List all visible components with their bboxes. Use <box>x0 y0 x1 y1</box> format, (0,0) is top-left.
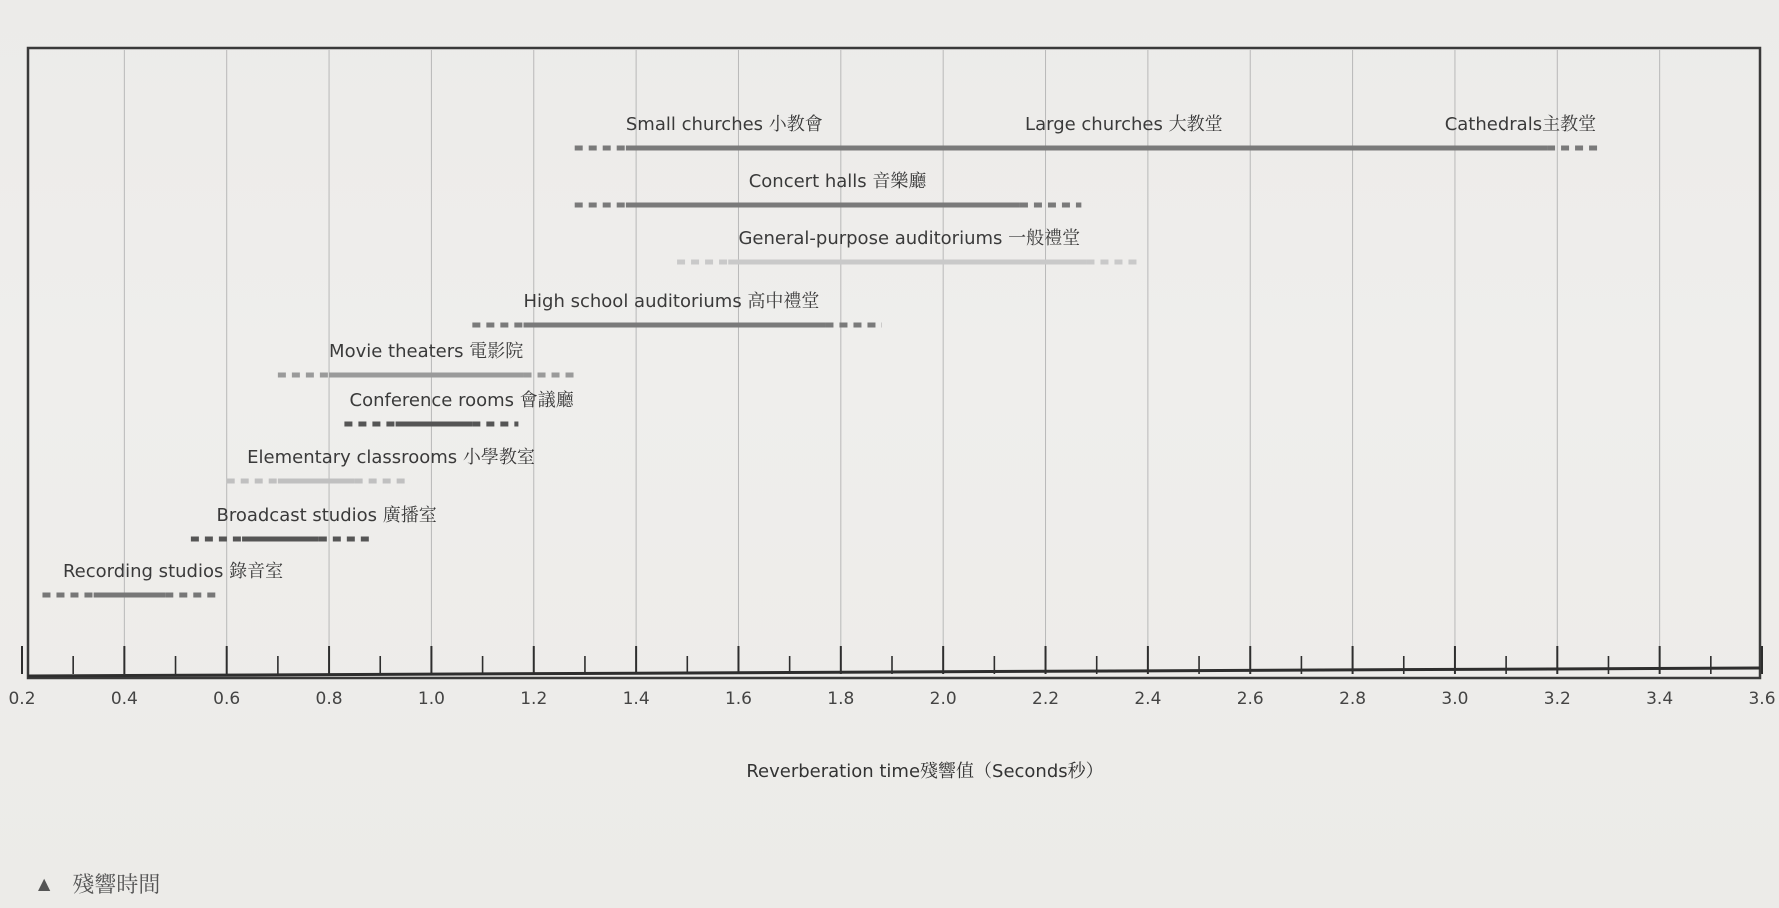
tick-label: 0.6 <box>213 689 241 709</box>
triangle-icon: ▲ <box>38 874 51 893</box>
tick-label: 1.2 <box>520 689 548 709</box>
tick-label: 3.2 <box>1543 689 1571 709</box>
tick-label: 1.0 <box>417 689 445 709</box>
caption-text: 殘響時間 <box>72 873 161 898</box>
tick-label: 0.8 <box>315 689 343 709</box>
tick-label: 0.2 <box>8 689 36 709</box>
x-axis-title: Reverberation time殘響值（Seconds秒） <box>746 761 1104 782</box>
range-label: Elementary classrooms 小學教室 <box>247 447 535 468</box>
range-label: Small churches 小教會 <box>625 114 823 135</box>
range-label: Movie theaters 電影院 <box>329 341 524 362</box>
tick-label: 2.8 <box>1339 689 1367 709</box>
tick-label: 2.6 <box>1236 689 1264 709</box>
range-label: Broadcast studios 廣播室 <box>216 505 437 526</box>
range-label: High school auditoriums 高中禮堂 <box>523 291 820 312</box>
range-label: General-purpose auditoriums 一般禮堂 <box>738 228 1081 249</box>
plot-frame <box>28 48 1760 678</box>
tick-label: 1.6 <box>724 689 752 709</box>
figure-caption <box>38 868 160 899</box>
range-label: Large churches 大教堂 <box>1025 114 1223 135</box>
tick-label: 3.6 <box>1748 689 1776 709</box>
tick-label: 2.4 <box>1134 689 1162 709</box>
tick-label: 1.8 <box>827 689 855 709</box>
x-axis-line <box>28 668 1760 676</box>
range-label: Cathedrals主教堂 <box>1444 114 1597 135</box>
range-label: Recording studios 錄音室 <box>62 561 284 582</box>
tick-label: 2.2 <box>1032 689 1060 709</box>
tick-label: 1.4 <box>622 689 650 709</box>
tick-label: 3.0 <box>1441 689 1469 709</box>
tick-label: 3.4 <box>1646 689 1674 709</box>
tick-label: 0.4 <box>110 689 138 709</box>
tick-label: 2.0 <box>929 689 957 709</box>
range-label: Concert halls 音樂廳 <box>748 171 927 192</box>
range-label: Conference rooms 會議廳 <box>349 390 574 411</box>
